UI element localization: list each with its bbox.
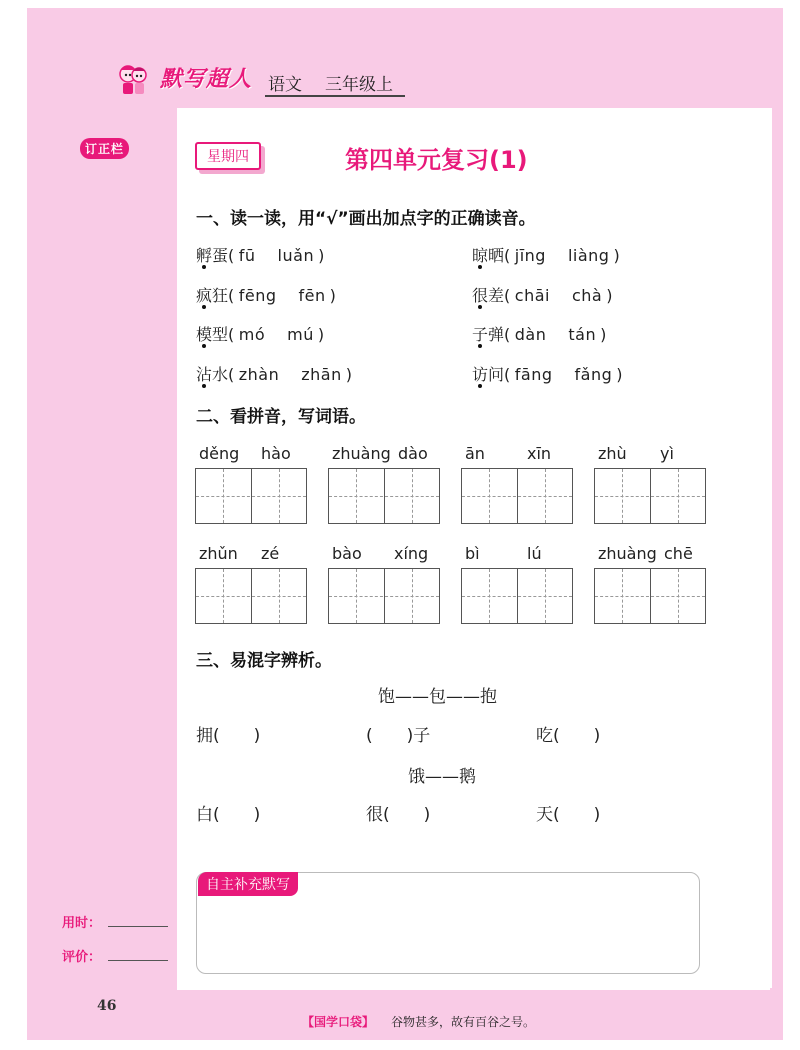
grid-line xyxy=(622,569,623,623)
grid-line xyxy=(223,569,224,623)
fill-blank-item[interactable]: 很( ) xyxy=(366,805,431,825)
supplement-label: 自主补充默写 xyxy=(198,872,298,896)
pinyin-option[interactable]: mó xyxy=(238,325,266,344)
grid-line xyxy=(462,596,572,597)
item-word: 访问 xyxy=(472,365,505,384)
section-1-title: 一、读一读，用“√”画出加点字的正确读音。 xyxy=(196,209,536,229)
grid-line xyxy=(329,496,439,497)
grid-line xyxy=(489,569,490,623)
pinyin-label: xíng xyxy=(394,544,429,563)
grid-line xyxy=(329,596,439,597)
grid-line xyxy=(545,469,546,523)
item-word: 很差 xyxy=(472,286,505,305)
grid-line xyxy=(622,469,623,523)
fill-blank-item[interactable]: 吃( ) xyxy=(536,726,601,746)
emphasis-dot xyxy=(478,305,482,309)
pinyin-option[interactable]: fēn xyxy=(298,286,326,305)
grid-line xyxy=(462,496,572,497)
pronunciation-item[interactable] xyxy=(472,283,613,306)
pinyin-options: ( fū luǎn ) xyxy=(228,246,325,265)
pinyin-label: lú xyxy=(527,544,542,563)
fill-blank-item[interactable]: 拥( ) xyxy=(196,726,261,746)
pronunciation-item[interactable] xyxy=(472,362,623,385)
book-subject: 语文 xyxy=(268,75,302,95)
emphasis-dot xyxy=(202,265,206,269)
pinyin-label: dào xyxy=(398,444,428,463)
pinyin-label: bì xyxy=(465,544,480,563)
grid-line xyxy=(356,469,357,523)
grid-line xyxy=(279,569,280,623)
writing-grid[interactable] xyxy=(328,468,440,524)
grid-line xyxy=(412,469,413,523)
emphasis-dot xyxy=(202,305,206,309)
pinyin-option[interactable]: luǎn xyxy=(277,246,315,265)
correction-column-label: 订正栏 xyxy=(80,138,129,159)
quote-text: 谷物甚多，故有百谷之号。 xyxy=(391,1015,536,1029)
pinyin-option[interactable]: chà xyxy=(571,286,603,305)
grid-line xyxy=(678,569,679,623)
pinyin-options: ( jīng liàng ) xyxy=(504,246,621,265)
pinyin-option[interactable]: chāi xyxy=(514,286,550,305)
item-word: 模型 xyxy=(196,325,229,344)
pinyin-option[interactable]: dàn xyxy=(514,325,547,344)
pinyin-option[interactable]: fāng xyxy=(514,365,553,384)
book-brand: 默写超人 xyxy=(160,66,253,92)
grid-line xyxy=(545,569,546,623)
pinyin-options: ( mó mú ) xyxy=(228,325,325,344)
grid-line xyxy=(489,469,490,523)
section-2-title: 二、看拼音，写词语。 xyxy=(196,407,366,427)
pinyin-label: yì xyxy=(660,444,674,463)
emphasis-dot xyxy=(202,344,206,348)
pinyin-options: ( zhàn zhān ) xyxy=(228,365,353,384)
page-number: 46 xyxy=(97,998,117,1014)
emphasis-dot xyxy=(478,384,482,388)
item-word: 沾水 xyxy=(196,365,229,384)
grid-line xyxy=(223,469,224,523)
mascot-icon xyxy=(118,62,148,96)
pinyin-option[interactable]: jīng xyxy=(514,246,546,265)
fill-blank-item[interactable]: 白( ) xyxy=(196,805,261,825)
pinyin-option[interactable]: mú xyxy=(287,325,314,344)
writing-grid[interactable] xyxy=(461,568,573,624)
time-input-line[interactable] xyxy=(108,926,168,927)
pinyin-label: zé xyxy=(261,544,280,563)
pinyin-option[interactable]: fǎng xyxy=(574,365,613,384)
fill-blank-item[interactable]: ( )子 xyxy=(366,726,431,746)
pinyin-label: zhǔn xyxy=(199,544,238,563)
item-word: 孵蛋 xyxy=(196,246,229,265)
pinyin-option[interactable]: liàng xyxy=(567,246,610,265)
pronunciation-item[interactable] xyxy=(196,283,336,306)
pinyin-label: hào xyxy=(261,444,291,463)
grid-line xyxy=(279,469,280,523)
sidebar-column xyxy=(27,108,177,990)
pinyin-option[interactable]: fū xyxy=(238,246,256,265)
writing-grid[interactable] xyxy=(594,568,706,624)
emphasis-dot xyxy=(478,344,482,348)
pinyin-option[interactable]: zhān xyxy=(301,365,342,384)
pinyin-options: ( fāng fǎng ) xyxy=(504,365,623,384)
grid-line xyxy=(595,496,705,497)
header-underline xyxy=(265,95,405,97)
item-word: 疯狂 xyxy=(196,286,229,305)
pinyin-label: xīn xyxy=(527,444,552,463)
pronunciation-item[interactable] xyxy=(472,322,607,345)
grid-line xyxy=(196,496,306,497)
item-word: 子弹 xyxy=(472,325,505,344)
pinyin-option[interactable]: tán xyxy=(568,325,597,344)
pronunciation-item[interactable] xyxy=(472,243,620,266)
grid-line xyxy=(196,596,306,597)
book-grade: 三年级上 xyxy=(325,75,393,95)
section-3-title: 三、易混字辨析。 xyxy=(196,651,332,671)
writing-grid[interactable] xyxy=(594,468,706,524)
quote-source: 【国学口袋】 xyxy=(302,1015,375,1029)
emphasis-dot xyxy=(478,265,482,269)
pinyin-label: chē xyxy=(664,544,693,563)
pinyin-option[interactable]: fēng xyxy=(238,286,277,305)
writing-grid[interactable] xyxy=(461,468,573,524)
writing-grid[interactable] xyxy=(328,568,440,624)
writing-grid[interactable] xyxy=(195,468,307,524)
eval-input-line[interactable] xyxy=(108,960,168,961)
pinyin-label: zhù xyxy=(598,444,627,463)
pinyin-options: ( dàn tán ) xyxy=(504,325,607,344)
pinyin-label: zhuàng xyxy=(332,444,391,463)
page-title: 第四单元复习(1) xyxy=(345,146,528,174)
char-group-1: 饱——包——抱 xyxy=(378,687,497,707)
pronunciation-item[interactable] xyxy=(196,362,352,385)
pinyin-options: ( chāi chà ) xyxy=(504,286,613,305)
grid-line xyxy=(595,596,705,597)
pinyin-option[interactable]: zhàn xyxy=(238,365,280,384)
emphasis-dot xyxy=(202,384,206,388)
time-label: 用时： xyxy=(62,916,102,931)
pinyin-options: ( fēng fēn ) xyxy=(228,286,337,305)
writing-grid[interactable] xyxy=(195,568,307,624)
item-word: 晾晒 xyxy=(472,246,505,265)
eval-label: 评价： xyxy=(62,950,102,965)
grid-line xyxy=(356,569,357,623)
pronunciation-item[interactable] xyxy=(196,322,325,345)
pinyin-label: děng xyxy=(199,444,240,463)
char-group-2: 饿——鹅 xyxy=(408,767,476,787)
grid-line xyxy=(412,569,413,623)
grid-line xyxy=(678,469,679,523)
pinyin-label: ān xyxy=(465,444,485,463)
fill-blank-item[interactable]: 天( ) xyxy=(536,805,601,825)
day-tag: 星期四 xyxy=(195,142,261,170)
pronunciation-item[interactable] xyxy=(196,243,325,266)
pinyin-label: bào xyxy=(332,544,362,563)
pinyin-label: zhuàng xyxy=(598,544,657,563)
